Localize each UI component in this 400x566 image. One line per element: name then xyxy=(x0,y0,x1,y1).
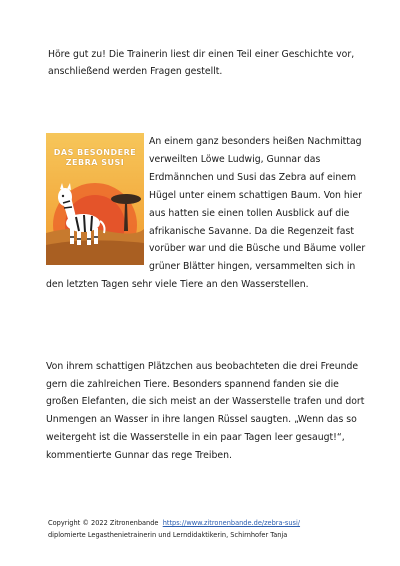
cover-title-line2: ZEBRA SUSI xyxy=(65,158,125,167)
intro-instruction: Höre gut zu! Die Trainerin liest dir einen Teil einer Geschichte vor, anschließend werden Fragen gestellt. xyxy=(48,49,355,77)
story-section xyxy=(46,133,366,294)
copyright-text: Copyright © 2022 Zitronenbande xyxy=(48,519,159,527)
page-footer xyxy=(48,518,378,541)
story-paragraph-2: Von ihrem schattigen Plätzchen aus beobachteten die drei Freunde gern die zahlreichen Tiere. Besonders spannend fanden sie die großen Elefanten, die sich meist an der Wasserstelle trafen und dort Unmengen an Wasser in ihre langen Rüssel saugten. „Wenn das so weitergeht ist die Wasserstelle in ein paar Tagen leer gesaugt!“, kommentierte Gunnar das rege Treiben. xyxy=(46,361,365,461)
story-paragraph-1: An einem ganz besonders heißen Nachmittag verweilten Löwe Ludwig, Gunnar das Erdmännchen und Susi das Zebra auf einem Hügel unter einem schattigen Baum. Von hier aus hatten sie einen tollen Ausblick auf die afrikanische Savanne. Da die Regenzeit fast vorüber war und die Büsche und Bäume voller grüner Blätter hingen, versammelten sich in den letzten Tagen sehr viele Tiere an den Wasserstellen. xyxy=(46,136,366,291)
author-credit: diplomierte Legasthenietrainerin und Lerndidaktikerin, Schirnhofer Tanja xyxy=(48,530,288,539)
cover-title-line1: DAS BESONDERE xyxy=(53,148,137,157)
website-link[interactable]: https://www.zitronenbande.de/zebra-susi/ xyxy=(162,519,301,527)
book-cover-image xyxy=(46,133,144,265)
